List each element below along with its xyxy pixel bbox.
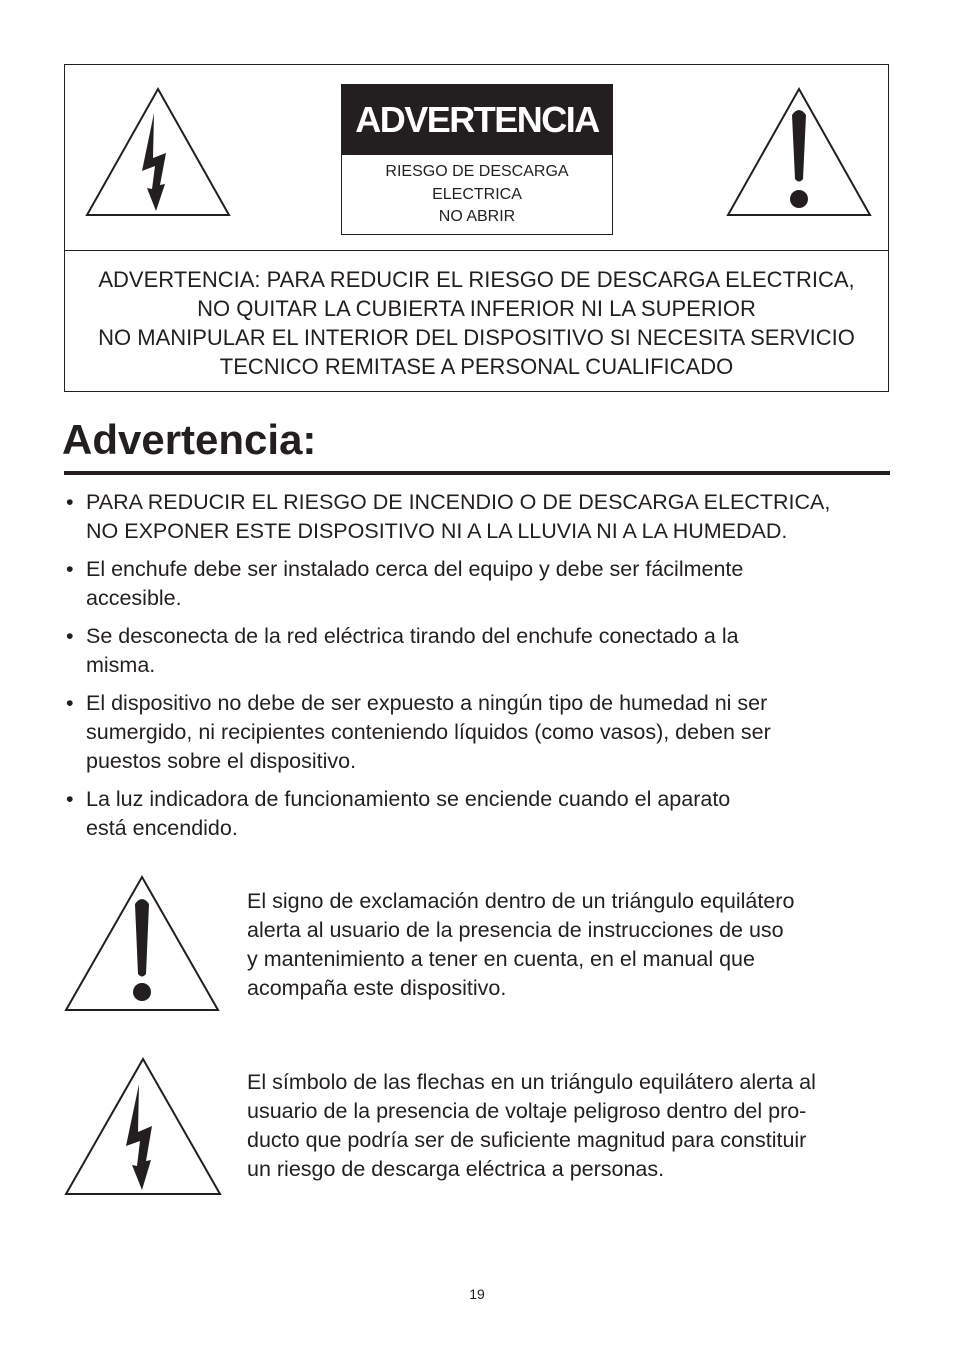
warning-notice-line: NO QUITAR LA CUBIERTA INFERIOR NI LA SUPERIOR — [197, 296, 756, 321]
description-line: y mantenimiento a tener en cuenta, en el manual que — [247, 947, 755, 971]
description-line: ducto que podría ser de suficiente magnitud para constituir — [247, 1128, 807, 1152]
warning-notice — [65, 265, 888, 381]
warning-notice-line: TECNICO REMITASE A PERSONAL CUALIFICADO — [219, 354, 734, 379]
warning-box — [64, 64, 889, 392]
list-item-line: sumergido, ni recipientes conteniendo líquidos (como vasos), deben ser — [86, 720, 771, 744]
list-item-line: Se desconecta de la red eléctrica tirando del enchufe conectado a la — [86, 624, 739, 648]
page-number: 19 — [469, 1286, 485, 1302]
lightning-triangle-icon — [83, 85, 233, 219]
section-heading: Advertencia: — [62, 416, 317, 463]
hazard-label-line: NO ABRIR — [438, 208, 516, 225]
description-line: El símbolo de las flechas en un triángulo equilátero alerta al — [247, 1070, 816, 1094]
hazard-label-line: RIESGO DE DESCARGA — [385, 163, 569, 180]
warning-box-header — [65, 65, 888, 251]
list-item — [66, 488, 896, 546]
list-item-line: NO EXPONER ESTE DISPOSITIVO NI A LA LLUVIA NI A LA HUMEDAD. — [86, 519, 788, 543]
bullet-dot: • — [66, 691, 74, 715]
exclamation-description — [247, 887, 794, 1003]
warning-notice-line: ADVERTENCIA: PARA REDUCIR EL RIESGO DE DESCARGA ELECTRICA, — [98, 267, 855, 292]
lightning-description — [247, 1068, 816, 1184]
description-line: El signo de exclamación dentro de un triángulo equilátero — [247, 889, 795, 913]
list-item-line: La luz indicadora de funcionamiento se enciende cuando el aparato — [86, 787, 731, 811]
list-item — [66, 785, 896, 843]
hazard-label — [341, 84, 613, 235]
description-line: un riesgo de descarga eléctrica a personas. — [247, 1157, 665, 1181]
list-item-line: El enchufe debe ser instalado cerca del equipo y debe ser fácilmente — [86, 557, 744, 581]
exclamation-triangle-icon — [64, 874, 220, 1012]
list-item-line: puestos sobre el dispositivo. — [86, 749, 357, 773]
description-line: acompaña este dispositivo. — [247, 976, 507, 1000]
warning-list — [66, 488, 896, 852]
list-item — [66, 622, 896, 680]
bullet-dot: • — [66, 490, 74, 514]
list-item — [66, 555, 896, 613]
description-line: usuario de la presencia de voltaje peligroso dentro del pro- — [247, 1099, 807, 1123]
description-line: alerta al usuario de la presencia de instrucciones de uso — [247, 918, 784, 942]
list-item-line: PARA REDUCIR EL RIESGO DE INCENDIO O DE DESCARGA ELECTRICA, — [86, 490, 831, 514]
warning-notice-line: NO MANIPULAR EL INTERIOR DEL DISPOSITIVO SI NECESITA SERVICIO — [98, 325, 855, 350]
hazard-label-line: ELECTRICA — [432, 185, 522, 203]
list-item-line: El dispositivo no debe de ser expuesto a ningún tipo de humedad ni ser — [86, 691, 768, 715]
list-item-line: accesible. — [86, 586, 182, 610]
list-item-line: está encendido. — [86, 816, 238, 840]
bullet-dot: • — [66, 787, 74, 811]
list-item — [66, 689, 896, 776]
bullet-dot: • — [66, 557, 74, 581]
list-item-line: misma. — [86, 653, 156, 677]
hazard-label-title: ADVERTENCIA — [342, 85, 612, 155]
heading-rule — [64, 471, 890, 475]
bullet-dot: • — [66, 624, 74, 648]
hazard-label-body — [342, 161, 612, 229]
exclamation-triangle-icon — [724, 85, 874, 219]
lightning-triangle-icon — [64, 1056, 222, 1196]
